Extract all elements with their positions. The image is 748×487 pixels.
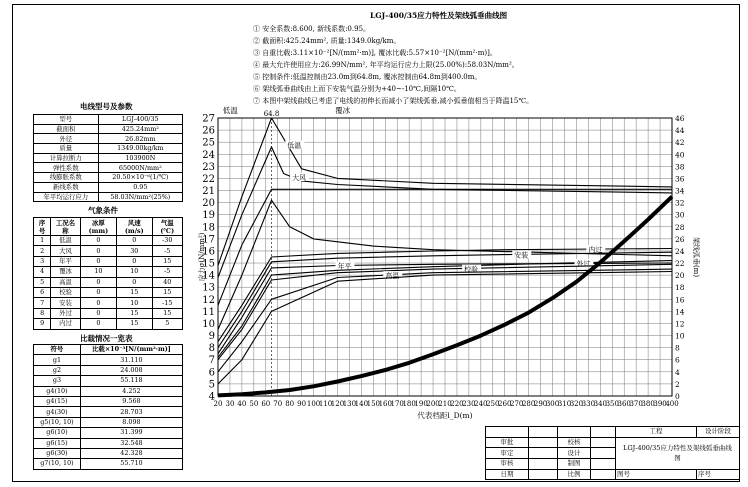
table-cell: 年平 xyxy=(51,256,81,266)
param-value: 103900N xyxy=(98,153,182,163)
x-tick-label: 360 xyxy=(617,400,631,408)
tb-label: 图号 xyxy=(616,469,697,480)
table-cell: 低温 xyxy=(51,236,81,246)
x-tick-label: 70 xyxy=(273,400,283,408)
x-tick-label: 100 xyxy=(306,400,321,408)
param-value: 20.50×10⁻⁶(1/℃) xyxy=(98,173,182,183)
table-cell: 55.710 xyxy=(80,459,182,469)
table-cell: 10 xyxy=(80,267,116,277)
table-cell: g4(30) xyxy=(34,407,81,417)
table-cell: 15 xyxy=(117,308,152,318)
param-name: 截面积 xyxy=(34,124,99,134)
y-tick-label: 21 xyxy=(202,186,215,198)
table-cell: 15 xyxy=(152,256,182,266)
series-label: 安装 xyxy=(514,251,529,260)
top-label-span: 64.8 xyxy=(263,110,280,118)
x-tick-label: 60 xyxy=(261,400,271,408)
y2-tick-label: 38 xyxy=(675,162,685,172)
x-tick-label: 220 xyxy=(450,400,464,408)
table-cell: 5 xyxy=(152,319,182,329)
param-value: 1349.00kg/km xyxy=(98,144,182,154)
table-cell: 0 xyxy=(117,236,152,246)
table-cell: 内过 xyxy=(51,319,81,329)
tb-label: 审批 xyxy=(486,437,529,448)
table-cell: g4(15) xyxy=(34,396,81,406)
table-cell: 40 xyxy=(152,277,182,287)
note-1: ① 安全系数:8.600, 新线系数:0.95。 xyxy=(253,25,371,33)
table-cell: 0 xyxy=(80,319,116,329)
tb-stage: 设计阶段 xyxy=(697,427,740,438)
y2-tick-label: 26 xyxy=(675,234,685,244)
table-cell: g7(10, 10) xyxy=(34,459,81,469)
param-value: LGJ-400/35 xyxy=(98,115,182,125)
title-block xyxy=(485,426,740,482)
note-2: ② 截面积:425.24mm², 质量:1349.0kg/km。 xyxy=(253,37,401,45)
x-tick-label: 140 xyxy=(354,400,369,408)
table-cell: 4 xyxy=(34,267,51,277)
note-6: ⑥ 架线弧垂曲线由上而下安装气温分别为+40~-10℃,间隔10℃。 xyxy=(253,85,461,93)
table-cell: 55.118 xyxy=(80,376,182,386)
y2-tick-label: 46 xyxy=(675,114,685,123)
table-cell: 15 xyxy=(152,308,182,318)
param-name: 年平均运行应力 xyxy=(34,192,99,202)
x-tick-label: 210 xyxy=(438,400,452,408)
table-cell: 0 xyxy=(117,256,152,266)
param-name: 外径 xyxy=(34,134,99,144)
y2-tick-label: 16 xyxy=(675,295,685,305)
x-tick-label: 260 xyxy=(498,400,512,408)
table-cell: 8 xyxy=(34,308,51,318)
y-tick-label: 22 xyxy=(202,173,215,185)
x-tick-label: 80 xyxy=(285,400,295,408)
x-tick-label: 280 xyxy=(521,400,536,408)
param-value: 26.82mm xyxy=(98,134,182,144)
table-cell: 大风 xyxy=(51,246,81,256)
y2-tick-label: 18 xyxy=(675,283,685,293)
table-cell: 覆冰 xyxy=(51,267,81,277)
tb-label: 审定 xyxy=(486,448,529,459)
y-tick-label: 8 xyxy=(208,343,215,355)
x-tick-label: 40 xyxy=(237,400,247,408)
tb-label: 制图 xyxy=(558,459,591,470)
y-tick-label: 26 xyxy=(202,125,215,137)
param-name: 新线系数 xyxy=(34,182,99,192)
note-7: ⑦ 本图中架线曲线已考虑了电线的初伸长而减小了架线弧垂,减小弧垂值相当于降温15℃。 xyxy=(253,97,534,105)
tb-label: 序号 xyxy=(697,469,740,480)
weather-table-heading: 气象条件 xyxy=(88,206,118,215)
y2-tick-label: 34 xyxy=(675,186,685,196)
table-cell: 15 xyxy=(117,287,152,297)
param-name: 弹性系数 xyxy=(34,163,99,173)
tb-drawing-title: LGJ-400/35应力特性及架线弧垂曲线图 xyxy=(616,437,740,469)
y-tick-label: 13 xyxy=(202,282,215,294)
table-cell: -5 xyxy=(152,246,182,256)
y-tick-label: 20 xyxy=(202,198,215,210)
table-cell: 31.399 xyxy=(80,428,182,438)
table-cell: 4.252 xyxy=(80,386,182,396)
tb-label: 设计 xyxy=(558,448,591,459)
series-label: 年平 xyxy=(337,262,352,271)
param-name: 质量 xyxy=(34,144,99,154)
x-tick-label: 180 xyxy=(402,400,416,408)
param-name: 线膨胀系数 xyxy=(34,173,99,183)
x-tick-label: 150 xyxy=(366,400,381,408)
x-tick-label: 200 xyxy=(426,400,440,408)
table-cell: 0 xyxy=(80,236,116,246)
y2-tick-label: 6 xyxy=(675,355,680,365)
series-label: 外过 xyxy=(576,259,591,268)
table-cell: 7 xyxy=(34,298,51,308)
x-tick-label: 190 xyxy=(414,400,428,408)
table-cell: 0 xyxy=(117,277,152,287)
series-label: 大风 xyxy=(292,173,307,182)
y-tick-label: 4 xyxy=(208,391,215,403)
y2-tick-label: 28 xyxy=(675,222,685,232)
y-tick-label: 11 xyxy=(202,306,215,318)
y-tick-label: 19 xyxy=(202,210,215,222)
top-label-icing: 覆冰 xyxy=(335,106,351,115)
table-cell: g6(30) xyxy=(34,448,81,458)
x-tick-label: 50 xyxy=(249,400,259,408)
y-tick-label: 5 xyxy=(208,379,215,391)
table-cell: 32.548 xyxy=(80,438,182,448)
series-label: 内过 xyxy=(588,246,603,255)
x-tick-label: 350 xyxy=(605,400,619,408)
y-tick-label: 25 xyxy=(202,137,215,149)
y2-tick-label: 44 xyxy=(675,126,685,136)
x-axis-title: 代表档距l_D(m) xyxy=(417,411,473,420)
column-header: 气温(℃) xyxy=(152,218,182,236)
param-value: 425.24mm² xyxy=(98,124,182,134)
y-tick-label: 12 xyxy=(202,294,215,306)
table-cell: 1 xyxy=(34,236,51,246)
x-tick-label: 290 xyxy=(533,400,548,408)
series-label: 低温 xyxy=(287,141,302,150)
param-name: 型号 xyxy=(34,115,99,125)
x-tick-label: 120 xyxy=(330,400,345,408)
note-5: ⑤ 控制条件:低温控制由23.0m到64.8m, 覆冰控制由64.8m到400.0m。 xyxy=(253,73,482,81)
table-cell: g2 xyxy=(34,365,81,375)
x-tick-label: 270 xyxy=(509,400,524,408)
x-tick-label: 400 xyxy=(665,400,679,408)
table-cell: 0 xyxy=(80,298,116,308)
y2-tick-label: 42 xyxy=(675,138,685,148)
column-header: 符号 xyxy=(34,345,81,355)
x-tick-label: 170 xyxy=(390,400,404,408)
top-label-lowtemp: 低温 xyxy=(222,106,238,115)
series-label: 校验 xyxy=(464,265,479,274)
table-cell: g1 xyxy=(34,355,81,365)
table-cell: 30 xyxy=(117,246,152,256)
table-cell: 0 xyxy=(80,308,116,318)
y2-tick-label: 2 xyxy=(675,379,680,389)
table-cell: 8.098 xyxy=(80,417,182,427)
table-cell: -15 xyxy=(152,298,182,308)
x-tick-label: 90 xyxy=(297,400,307,408)
y-tick-label: 23 xyxy=(202,161,215,173)
x-tick-label: 160 xyxy=(378,400,392,408)
param-name: 计算拉断力 xyxy=(34,153,99,163)
table-cell: 0 xyxy=(80,256,116,266)
table-cell: -30 xyxy=(152,236,182,246)
series-label: 高温 xyxy=(385,272,400,281)
table-cell: 0 xyxy=(80,287,116,297)
param-value: 65000N/mm² xyxy=(98,163,182,173)
column-header: 序号 xyxy=(34,218,51,236)
table-cell: 9 xyxy=(34,319,51,329)
tb-label: 审核 xyxy=(486,459,529,470)
table-cell: g5(10, 10) xyxy=(34,417,81,427)
y-tick-label: 6 xyxy=(208,367,215,379)
y-tick-label: 18 xyxy=(202,222,215,234)
y-tick-label: 9 xyxy=(208,331,215,343)
table-cell: 9.568 xyxy=(80,396,182,406)
y2-tick-label: 24 xyxy=(675,246,685,256)
y-tick-label: 10 xyxy=(202,318,215,330)
y2-tick-label: 20 xyxy=(675,271,685,281)
table-cell: 10 xyxy=(117,298,152,308)
param-value: 58.03N/mm²(25%) xyxy=(98,192,182,202)
y-tick-label: 17 xyxy=(202,234,215,246)
x-tick-label: 240 xyxy=(474,400,488,408)
y2-tick-label: 22 xyxy=(675,259,685,269)
table-cell: 24.008 xyxy=(80,365,182,375)
table-cell: 安装 xyxy=(51,298,81,308)
y2-tick-label: 12 xyxy=(675,319,685,329)
y2-tick-label: 10 xyxy=(675,331,685,341)
tb-engineering: 工程 xyxy=(616,427,697,438)
y2-tick-label: 8 xyxy=(675,343,680,353)
y-tick-label: 27 xyxy=(202,113,215,125)
table-cell: 外过 xyxy=(51,308,81,318)
table-cell: g4(10) xyxy=(34,386,81,396)
table-cell: g3 xyxy=(34,376,81,386)
x-tick-label: 250 xyxy=(486,400,500,408)
x-tick-label: 30 xyxy=(225,400,235,408)
note-4: ④ 最大允许使用应力:26.99N/mm², 年平均运行应力上限(25.00%):58.03N/mm²。 xyxy=(253,61,519,69)
tb-label: 日期 xyxy=(486,469,529,480)
y2-tick-label: 30 xyxy=(675,210,685,220)
x-tick-label: 330 xyxy=(581,400,596,408)
table-cell: 15 xyxy=(117,319,152,329)
y2-tick-label: 4 xyxy=(675,367,680,377)
column-header: 工况名称 xyxy=(51,218,81,236)
y2-tick-label: 0 xyxy=(675,392,680,401)
table-cell: 31.110 xyxy=(80,355,182,365)
x-tick-label: 320 xyxy=(569,400,584,408)
tb-label: 比例 xyxy=(558,469,591,480)
x-tick-label: 370 xyxy=(629,400,643,408)
y-tick-label: 24 xyxy=(202,149,215,161)
x-tick-label: 20 xyxy=(213,400,223,408)
y-tick-label: 15 xyxy=(202,258,215,270)
drawing-title: LGJ-400/35应力特性及架线弧垂曲线图 xyxy=(370,11,508,20)
table-cell: 3 xyxy=(34,256,51,266)
table-cell: g6(10) xyxy=(34,428,81,438)
y2-tick-label: 32 xyxy=(675,198,685,208)
table-cell: g6(15) xyxy=(34,438,81,448)
x-tick-label: 340 xyxy=(593,400,608,408)
x-tick-label: 130 xyxy=(342,400,357,408)
tb-label: 校核 xyxy=(558,437,591,448)
x-tick-label: 110 xyxy=(318,400,333,408)
elec-table-heading: 电线型号及参数 xyxy=(80,102,133,111)
table-cell: 28.703 xyxy=(80,407,182,417)
table-cell: 0 xyxy=(80,277,116,287)
table-cell: 2 xyxy=(34,246,51,256)
table-cell: -5 xyxy=(152,267,182,277)
y2-tick-label: 36 xyxy=(675,174,685,184)
y-tick-label: 14 xyxy=(202,270,215,282)
x-tick-label: 390 xyxy=(653,400,667,408)
y-axis-title: 应力σ(N/mm²) xyxy=(198,232,206,282)
x-tick-label: 230 xyxy=(462,400,476,408)
note-3: ③ 自重比载:3.11×10⁻²[N/(mm²·m)], 覆冰比载:5.57×10⁻²[N/(mm²·m)]。 xyxy=(253,49,497,57)
param-value: 0.95 xyxy=(98,182,182,192)
y-tick-label: 7 xyxy=(208,355,215,367)
column-header: 比载×10⁻³[N/(mm²·m)] xyxy=(80,345,182,355)
x-tick-label: 300 xyxy=(545,400,560,408)
table-cell: 5 xyxy=(34,277,51,287)
x-tick-label: 380 xyxy=(641,400,655,408)
y-tick-label: 16 xyxy=(202,246,215,258)
table-cell: 6 xyxy=(34,287,51,297)
column-header: 冰厚(mm) xyxy=(80,218,116,236)
load-table-heading: 比载情况一览表 xyxy=(80,334,133,343)
table-cell: 高温 xyxy=(51,277,81,287)
y2-axis-title: 架线弧垂(m) xyxy=(692,236,700,278)
table-cell: 15 xyxy=(152,287,182,297)
x-tick-label: 310 xyxy=(557,400,572,408)
column-header: 风速(m/s) xyxy=(117,218,152,236)
table-cell: 10 xyxy=(117,267,152,277)
table-cell: 0 xyxy=(80,246,116,256)
table-cell: 校验 xyxy=(51,287,81,297)
y2-tick-label: 14 xyxy=(675,307,685,317)
table-cell: 42.328 xyxy=(80,448,182,458)
y2-tick-label: 40 xyxy=(675,150,685,160)
